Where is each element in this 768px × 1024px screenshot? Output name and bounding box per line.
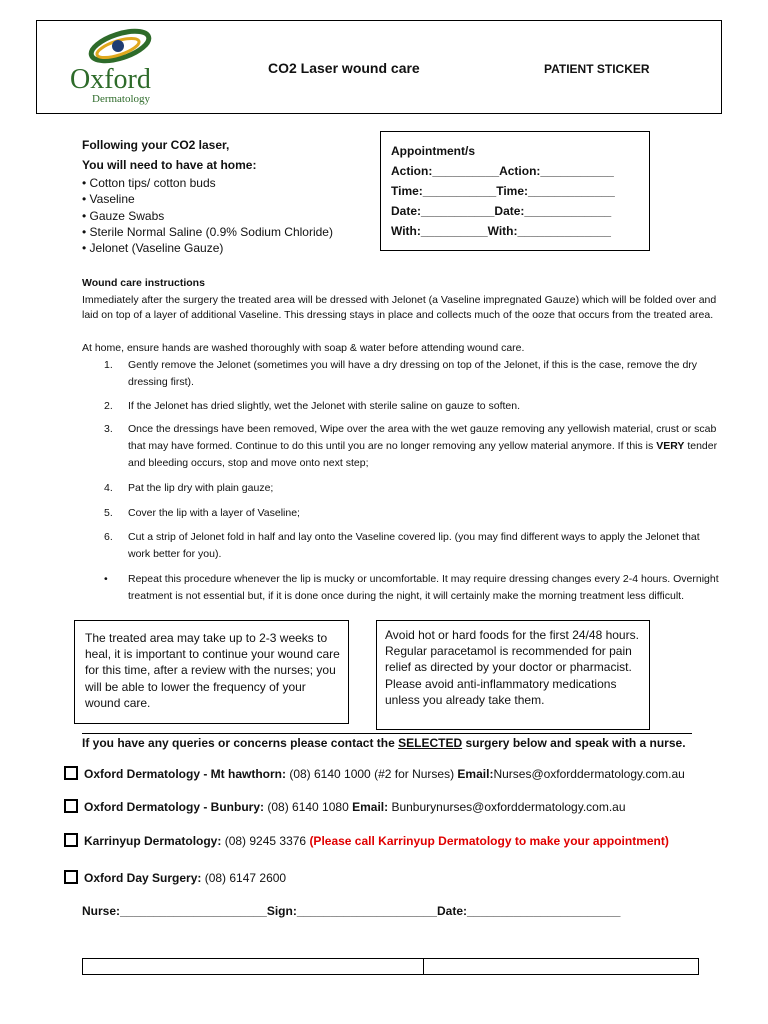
at-home-text: At home, ensure hands are washed thoroughly with soap & water before attending wound care. bbox=[82, 342, 525, 354]
option-karrinyup: Karrinyup Dermatology: (08) 9245 3376 (Please call Karrinyup Dermatology to make your appointment) bbox=[64, 833, 669, 848]
contact-instructions: If you have any queries or concerns please contact the SELECTED surgery below and speak with a nurse. bbox=[82, 733, 692, 750]
step-text: Cut a strip of Jelonet fold in half and lay onto the Vaseline covered lip. (you may find different ways to apply the Jelonet that work better for you). bbox=[128, 531, 700, 560]
appointment-heading: Appointment/s bbox=[391, 144, 475, 158]
intro-line-2: You will need to have at home: bbox=[82, 158, 257, 172]
list-item: • Gauze Swabs bbox=[82, 208, 333, 224]
logo-main-text: Oxford bbox=[70, 64, 151, 95]
footer-table bbox=[82, 958, 699, 975]
step-number: 2. bbox=[104, 400, 113, 412]
list-item: • Jelonet (Vaseline Gauze) bbox=[82, 240, 333, 256]
signature-line[interactable]: Nurse:______________________Sign:_____________________Date:_______________________ bbox=[82, 904, 621, 918]
page-title: CO2 Laser wound care bbox=[268, 60, 420, 76]
step-text: Cover the lip with a layer of Vaseline; bbox=[128, 507, 300, 519]
healing-note-box: The treated area may take up to 2-3 weeks to heal, it is important to continue your wound care for this time, after a review with the nurses; you will be able to lower the frequency of your wound care. bbox=[74, 620, 349, 724]
checkbox[interactable] bbox=[64, 833, 78, 847]
option-bunbury: Oxford Dermatology - Bunbury: (08) 6140 1080 Email: Bunburynurses@oxforddermatology.com.au bbox=[64, 799, 626, 814]
checkbox[interactable] bbox=[64, 799, 78, 813]
intro-line-1: Following your CO2 laser, bbox=[82, 138, 230, 152]
option-mt-hawthorn: Oxford Dermatology - Mt hawthorn: (08) 6140 1000 (#2 for Nurses) Email:Nurses@oxforddermatology.com.au bbox=[64, 766, 685, 781]
step-text: Repeat this procedure whenever the lip is mucky or uncomfortable. It may require dressing changes every 2-4 hours. Overnight treatment is not essential but, if it is done once during the night, it will certainly make the morning treatment less difficult. bbox=[128, 573, 719, 602]
appointment-row[interactable]: Time:___________Time:_____________ bbox=[391, 184, 615, 198]
list-item: • Cotton tips/ cotton buds bbox=[82, 175, 333, 191]
step-text: Gently remove the Jelonet (sometimes you will have a dry dressing on top of the Jelonet, if this is the case, remove the dry dressing first). bbox=[128, 359, 698, 388]
patient-sticker-label: PATIENT STICKER bbox=[544, 62, 650, 76]
step-number: 6. bbox=[104, 531, 113, 543]
footer-table-divider bbox=[423, 958, 424, 975]
step-number: 1. bbox=[104, 359, 113, 371]
step-number: 5. bbox=[104, 507, 113, 519]
step-text: Once the dressings have been removed, Wipe over the area with the wet gauze removing any yellowish material, crust or scab that may have formed. Continue to do this until you are no longer removing any yellow material anymore. If this is VERY tender and bleeding occurs, stop and move onto next step; bbox=[128, 423, 718, 469]
wound-care-heading: Wound care instructions bbox=[82, 277, 205, 289]
appointment-row[interactable]: With:__________With:______________ bbox=[391, 224, 611, 238]
oxford-logo bbox=[62, 26, 172, 108]
list-item: • Sterile Normal Saline (0.9% Sodium Chloride) bbox=[82, 224, 333, 240]
wound-care-intro: Immediately after the surgery the treated area will be dressed with Jelonet (a Vaseline impregnated Gauze) which will be folded over and laid on top of a layer of additional Vaseline. This dressing stays in place and collects much of the ooze that occurs from the treated area. bbox=[82, 294, 717, 321]
logo-sub-text: Dermatology bbox=[92, 93, 151, 105]
step-text: Pat the lip dry with plain gauze; bbox=[128, 482, 274, 494]
checkbox[interactable] bbox=[64, 870, 78, 884]
step-number: 4. bbox=[104, 482, 113, 494]
step-text: If the Jelonet has dried slightly, wet the Jelonet with sterile saline on gauze to soften. bbox=[128, 400, 521, 412]
appointment-row[interactable]: Date:___________Date:_____________ bbox=[391, 204, 612, 218]
diet-note-box: Avoid hot or hard foods for the first 24/48 hours. Regular paracetamol is recommended for pain relief as directed by your doctor or pharmacist. Please avoid anti-inflammatory medications unless you already take them. bbox=[376, 620, 650, 730]
option-day-surgery: Oxford Day Surgery: (08) 6147 2600 bbox=[64, 870, 286, 885]
step-number: 3. bbox=[104, 423, 113, 435]
intro-text bbox=[82, 135, 256, 175]
step-bullet: • bbox=[104, 573, 108, 585]
list-item: • Vaseline bbox=[82, 191, 333, 207]
appointment-row[interactable]: Action:__________Action:___________ bbox=[391, 164, 614, 178]
checkbox[interactable] bbox=[64, 766, 78, 780]
supplies-list bbox=[82, 175, 333, 256]
appointment-box bbox=[380, 131, 650, 251]
